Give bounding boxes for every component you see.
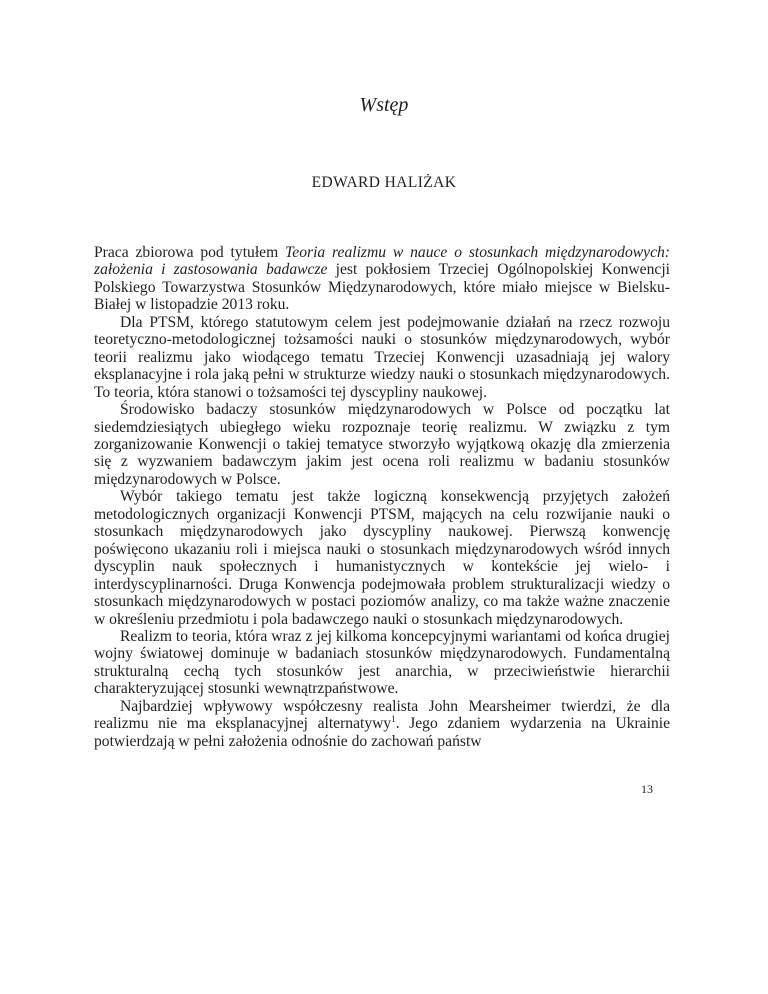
chapter-title: Wstęp	[359, 94, 409, 116]
body-text	[94, 244, 670, 750]
paragraph	[94, 244, 670, 314]
paragraph-text: . Jego zdaniem wydarzenia na Ukrainie potwierdzają w pełni założenia odnośnie do zachowań państw	[94, 715, 670, 750]
paragraph: Wybór takiego tematu jest także logiczną konsekwencją przyjętych założeń metodologicznych organizacji Konwencji PTSM, mających na celu rozwijanie nauki o stosunkach międzynarodowych jako dyscypliny naukowej. Pierwszą konwencję poświęcono ukazaniu roli i miejsca nauki o stosunkach międzynarodowych wśród innych dyscyplin nauk społecznych i humanistycznych w kontekście jej wielo- i interdyscyplinarności. Druga Konwencja podejmowała problem strukturalizacji wiedzy o stosunkach międzynarodowych w postaci poziomów analizy, co ma także ważne znaczenie w określeniu przedmiotu i pola badawczego nauki o stosunkach międzynarodowych.	[94, 488, 670, 628]
paragraph-text: Praca zbiorowa pod tytułem	[94, 244, 286, 261]
book-title-italic: Teoria realizmu w nauce o stosunkach międzynarodowych: założenia i zastosowania badawcze	[94, 244, 670, 279]
footnote-marker[interactable]: 1	[391, 714, 396, 725]
page-number: 13	[641, 782, 653, 796]
paragraph-text: jest pokłosiem Trzeciej Ogólnopolskiej Konwencji Polskiego Towarzystwa Stosunków Międzynarodowych, które miało miejsce w Bielsku-Białej w listopadzie 2013 roku.	[94, 261, 670, 314]
paragraph	[94, 698, 670, 750]
paragraph-text: Najbardziej wpływowy współczesny realista John Mearsheimer twierdzi, że dla realizmu nie ma eksplanacyjnej alternatywy	[94, 697, 670, 733]
paragraph: Realizm to teoria, która wraz z jej kilkoma koncepcyjnymi wariantami od końca drugiej wojny światowej dominuje w badaniach stosunków międzynarodowych. Fundamentalną strukturalną cechą tych stosunków jest anarchia, w przeciwieństwie hierarchii charakteryzującej stosunki wewnątrzpaństwowe.	[94, 627, 670, 698]
paragraph: Dla PTSM, którego statutowym celem jest podejmowanie działań na rzecz rozwoju teoretyczno-metodologicznej tożsamości nauki o stosunków międzynarodowych, wybór teorii realizmu jako wiodącego tematu Trzeciej Konwencji uzasadniają jej walory eksplanacyjne i rola jaką pełni w strukturze wiedzy nauki o stosunkach międzynarodowych. To teoria, która stanowi o tożsamości tej dyscypliny naukowej.	[94, 313, 670, 401]
paragraph: Środowisko badaczy stosunków międzynarodowych w Polsce od początku lat siedemdziesiątych ubiegłego wieku rozpoznaje teorię realizmu. W związku z tym zorganizowanie Konwencji o takiej tematyce stworzyło wyjątkową okazję dla zmierzenia się z wyzwaniem badawczym jakim jest ocena roli realizmu w badaniu stosunków międzynarodowych w Polsce.	[94, 401, 670, 488]
author-name: EDWARD HALIŻAK	[311, 174, 457, 191]
